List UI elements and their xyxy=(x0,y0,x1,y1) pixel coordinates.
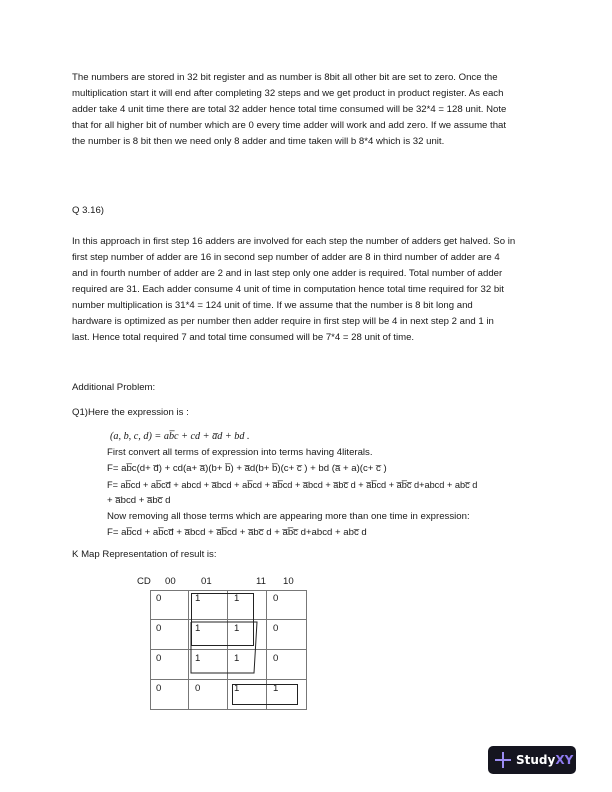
text-line: that for all higher bit of number which are 0 every time adder will work and add zero. If we assume that xyxy=(72,120,507,131)
kmap-cell: 1 xyxy=(228,620,267,650)
text-line: the number is 8 bit then we need only 8 adder and time taken will b 8*4 which is 32 unit. xyxy=(72,136,445,147)
additional-problem-heading: Additional Problem: xyxy=(72,382,156,393)
kmap-cell: 0 xyxy=(150,620,189,650)
kmap-col-header: 01 xyxy=(201,576,212,587)
step2-equation-line1: F= ab̅cd + ab̅cd̅ + abcd + a̅bcd + ab̅cd + a̅b̅cd + a̅bcd + a̅bc̅ d + a̅b̅cd + a̅b̅c̅ d+abcd + abc̅ d xyxy=(107,480,478,490)
step2-equation-line2: + a̅bcd + a̅bc̅ d xyxy=(107,495,171,506)
kmap-cell: 1 xyxy=(228,680,267,710)
studyxy-logo xyxy=(488,746,576,774)
kmap-cell: 1 xyxy=(267,680,307,710)
kmap-var-label: CD xyxy=(137,576,151,587)
kmap-col-header: 11 xyxy=(256,576,266,587)
step3-text: Now removing all those terms which are appearing more than one time in expression: xyxy=(107,511,470,522)
kmap-cell: 0 xyxy=(189,680,228,710)
logo-text xyxy=(516,753,573,767)
kmap-cell: 1 xyxy=(228,590,267,620)
expression-rhs: ab̅c + cd + a̅d + bd . xyxy=(163,431,250,442)
kmap-cell: 1 xyxy=(189,620,228,650)
kmap-col-header: 10 xyxy=(283,576,294,587)
text-line: required are 31. Each adder consume 4 unit of time in computation hence total time required for 32 bit xyxy=(72,284,504,295)
text-line: multiplication start it will end after completing 32 steps and we get product in product register. As each xyxy=(72,88,504,99)
kmap-cell: 0 xyxy=(267,650,307,680)
logo-text-accent: XY xyxy=(555,753,574,767)
text-line: The numbers are stored in 32 bit register and as number is 8bit all other bit are set to zero. Once the xyxy=(72,72,498,83)
expression-lhs: (a, b, c, d) = xyxy=(110,431,164,442)
step3-equation: F= ab̅cd + ab̅cd̅ + a̅bcd + a̅b̅cd + a̅bc̅ d + a̅b̅c̅ d+abcd + abc̅ d xyxy=(107,527,367,538)
text-line: adder take 4 unit time there are total 32 adder hence total time consumed will be 32*4 = 128 unit. Note xyxy=(72,104,507,115)
kmap-cell: 0 xyxy=(150,680,189,710)
step1-text: First convert all terms of expression into terms having 4literals. xyxy=(107,447,373,458)
text-line: and in fourth number of adder are 2 and in last step only one adder is required. Total number of adder xyxy=(72,268,503,279)
kmap-cell: 0 xyxy=(150,590,189,620)
text-line: number multiplication is 31*4 = 124 unit of time. If we assume that the number is 8 bit long and xyxy=(72,300,473,311)
logo-text-main: Study xyxy=(516,753,556,767)
paragraph-register-multiplication xyxy=(72,70,542,150)
text-line: first step number of adder are 16 in second sep number of adder are 8 in third number of adder are 4 xyxy=(72,252,500,263)
kmap-title: K Map Representation of result is: xyxy=(72,549,217,560)
kmap-cell: 1 xyxy=(228,650,267,680)
kmap-cell: 1 xyxy=(189,650,228,680)
kmap-cell: 0 xyxy=(267,620,307,650)
step1-equation: F= ab̅c(d+ d̅) + cd(a+ a̅)(b+ b̅) + a̅d(b+ b̅)(c+ c̅ ) + bd (a̅ + a)(c+ c̅ ) xyxy=(107,463,387,474)
kmap-grid xyxy=(150,590,307,710)
expression xyxy=(110,429,250,445)
kmap-cell: 1 xyxy=(189,590,228,620)
kmap-cell: 0 xyxy=(150,650,189,680)
question-heading-3-16: Q 3.16) xyxy=(72,205,104,216)
kmap-col-header: 00 xyxy=(165,576,176,587)
paragraph-adder-tree xyxy=(72,234,542,346)
text-line: hardware is optimized as per number then adder require in first step will be 4 in next step 2 and 1 in xyxy=(72,316,494,327)
kmap-cell: 0 xyxy=(267,590,307,620)
text-line: In this approach in first step 16 adders are involved for each step the number of adders get halved. So in xyxy=(72,236,516,247)
plus-icon xyxy=(495,752,511,768)
q1-intro: Q1)Here the expression is : xyxy=(72,407,189,418)
text-line: last. Hence total required 7 and total time consumed will be 7*4 = 28 unit of time. xyxy=(72,332,415,343)
